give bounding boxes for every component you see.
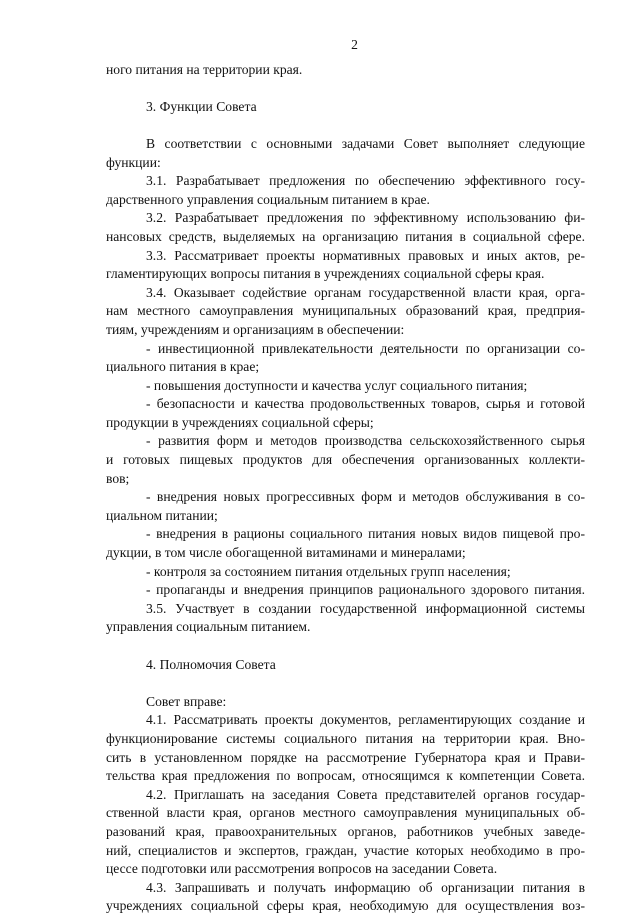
text-line: тиям, учреждениям и организациям в обеспечении: [106, 321, 405, 337]
text-line: 3.4. Оказывает содействие органам государственной власти края, орга- [146, 284, 585, 300]
text-line: ственной власти края, органов местного самоуправления муниципальных об- [106, 805, 585, 821]
text-line: 3.3. Рассматривает проекты нормативных правовых и иных актов, ре- [146, 247, 585, 263]
blank-line [106, 116, 585, 135]
text-line: управления социальным питанием. [106, 619, 311, 635]
text-line: дарственного управления социальным питанием в крае. [106, 191, 430, 207]
text-line: функционирование системы социального питания на территории края. Вно- [106, 730, 585, 746]
text-line: - инвестиционной привлекательности деятельности по организации со- [146, 340, 585, 356]
text-line: 3. Функции Совета [146, 98, 257, 114]
text-line: ного питания на территории края. [106, 61, 303, 77]
text-line: цессе подготовки или рассмотрения вопросов на заседании Совета. [106, 861, 498, 877]
page-number: 2 [351, 37, 358, 52]
text-line: учреждениях социальной сферы края, необходимую для осуществления воз- [106, 898, 585, 914]
text-line: тельства края предложения по вопросам, относящимся к компетенции Совета. [106, 768, 585, 784]
text-line: функции: [106, 154, 161, 170]
text-line: циальном питании; [106, 507, 218, 523]
text-line: - развития форм и методов производства сельскохозяйственного сырья [146, 433, 585, 449]
text-line: гламентирующих вопросы питания в учреждениях социальной сферы края. [106, 266, 545, 282]
blank-line [106, 79, 585, 98]
text-line: - повышения доступности и качества услуг социального питания; [146, 377, 528, 393]
text-line: 3.2. Разрабатывает предложения по эффективному использованию фи- [146, 210, 585, 226]
blank-line [106, 637, 585, 656]
text-line: 4. Полномочия Совета [146, 656, 276, 672]
text-line: сить в установленном порядке на рассмотрение Губернатора края и Прави- [106, 749, 585, 765]
text-line: разований края, правоохранительных органов, работников учебных заведе- [106, 823, 585, 839]
text-line: нам местного самоуправления муниципальных образований края, предприя- [106, 303, 585, 319]
text-line: Совет вправе: [146, 693, 227, 709]
text-line: 4.3. Запрашивать и получать информацию об организации питания в [146, 879, 585, 895]
text-line: нансовых средств, выделяемых на организацию питания в социальной сфере. [106, 228, 585, 244]
text-line: 3.1. Разрабатывает предложения по обеспечению эффективного госу- [146, 173, 585, 189]
text-line: 4.1. Рассматривать проекты документов, регламентирующих создание и [146, 712, 585, 728]
text-line: - контроля за состоянием питания отдельных групп населения; [146, 563, 511, 579]
blank-line [106, 674, 585, 693]
text-line: 3.5. Участвует в создании государственной информационной системы [146, 600, 585, 616]
text-line: циального питания в крае; [106, 359, 260, 375]
text-line: - пропаганды и внедрения принципов рационального здорового питания. [146, 582, 585, 598]
text-line: продукции в учреждениях социальной сферы; [106, 414, 374, 430]
text-line: В соответствии с основными задачами Совет выполняет следующие [146, 135, 585, 151]
text-line: - внедрения в рационы социального питания новых видов пищевой про- [146, 526, 585, 542]
text-line: дукции, в том числе обогащенной витаминами и минералами; [106, 545, 466, 561]
text-line: вов; [106, 470, 130, 486]
text-line: - внедрения новых прогрессивных форм и методов обслуживания в со- [146, 489, 585, 505]
text-line: - безопасности и качества продовольственных товаров, сырья и готовой [146, 396, 585, 412]
text-line: ний, специалистов и экспертов, граждан, участие которых необходимо в про- [106, 842, 585, 858]
text-line: и готовых пищевых продуктов для обеспечения организованных коллекти- [106, 452, 585, 468]
document-body [106, 61, 585, 916]
document-page [106, 36, 585, 916]
text-line: 4.2. Приглашать на заседания Совета представителей органов государ- [146, 786, 585, 802]
